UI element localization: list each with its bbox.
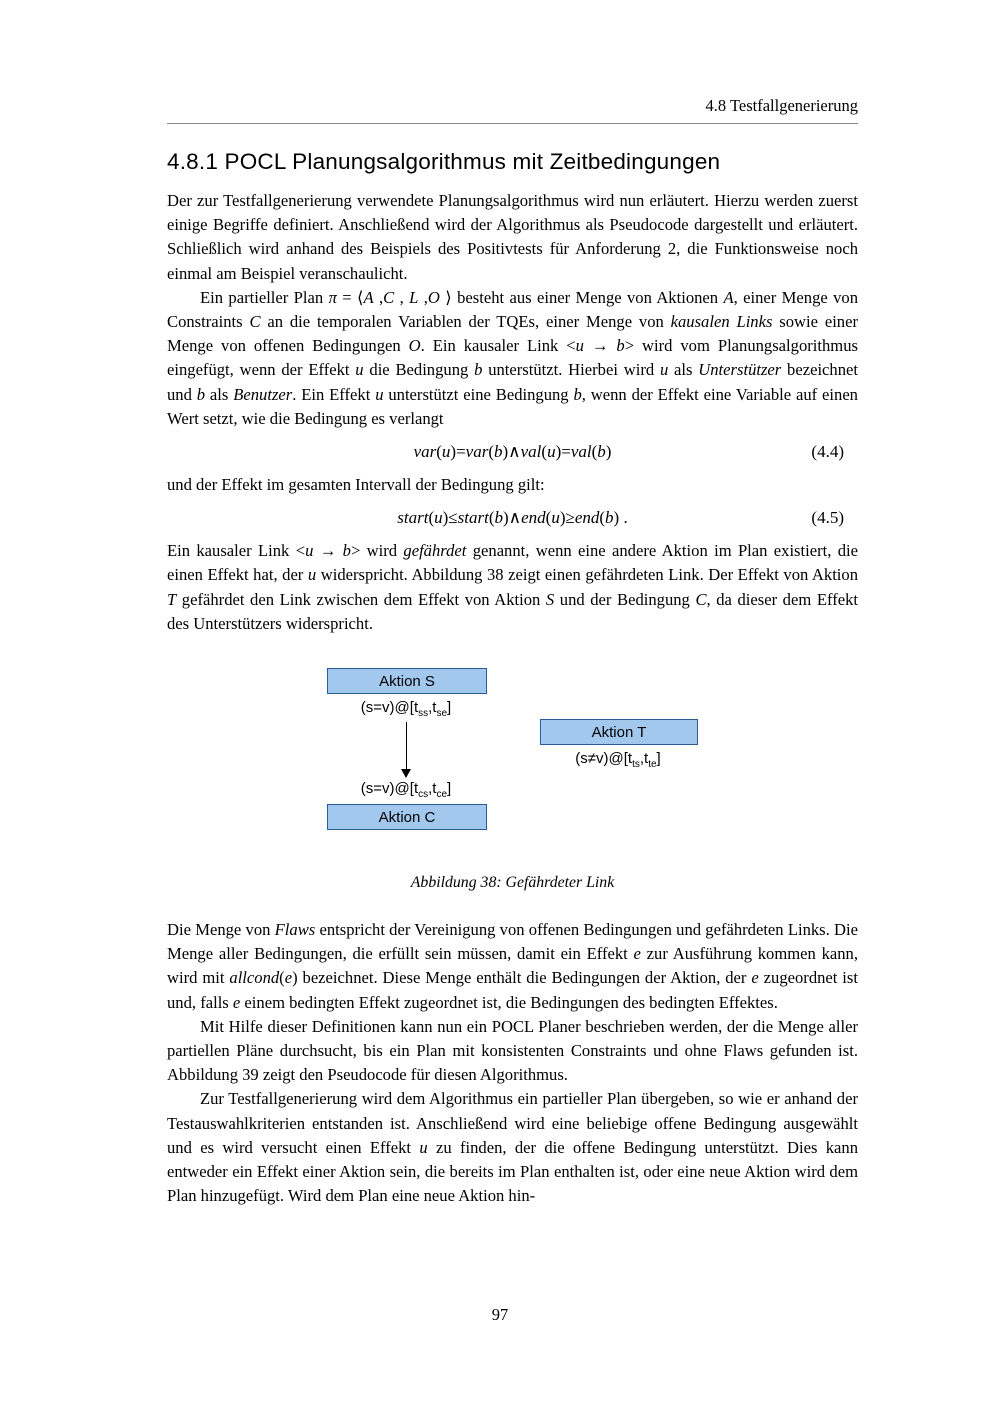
- running-header-text: 4.8 Testfallgenerierung: [705, 96, 858, 115]
- effect-label-s: $(s=v)@[t_{ss},t_{se}]$: [360, 699, 452, 720]
- running-header: [167, 96, 858, 124]
- paragraph-1: Der zur Testfallgenerierung verwendete Planungsalgorithmus wird nun erläutert. Hierzu werden zuerst einige Begriffe definiert. Anschließend wird der Algorithmus als Pseudocode dargestellt und erläutert. Schließlich wird anhand des Beispiels des Positivtests für Anforderung 2, die Funktionsweise noch einmal am Beispiel veranschaulicht.: [167, 191, 858, 283]
- equation-4-5-body: start(u)≤start(b)∧end(u)≥end(b) .: [397, 508, 628, 528]
- page-content: [167, 96, 858, 1208]
- equation-4-4: [167, 431, 858, 473]
- paragraph-4: Die Menge von Flaws entspricht der Vereinigung von offenen Bedingungen und gefährdeten Links. Die Menge aller Bedingungen, die erfüllt sein müssen, damit ein Effekt e zur Ausführung kommen kann, wird mit allcond(e) bezeichnet. Diese Menge enthält die Bedingungen der Aktion, der e zugeordnet ist und, falls e einem bedingten Effekt zugeordnet ist, die Bedingungen des bedingten Effektes.: [167, 920, 859, 1012]
- figure-box-aktion-t-label: Aktion T: [591, 723, 647, 741]
- paragraph-between-equations: und der Effekt im gesamten Intervall der Bedingung gilt:: [167, 475, 545, 495]
- section-heading: 4.8.1 POCL Planungsalgorithmus mit Zeitbedingungen: [167, 149, 721, 174]
- paragraph-3: Ein kausaler Link <u → b> wird gefährdet genannt, wenn eine andere Aktion im Plan existiert, die einen Effekt hat, der u widerspricht. Abbildung 38 zeigt einen gefährdeten Link. Der Effekt von Aktion T gefährdet den Link zwischen dem Effekt von Aktion S und der Bedingung C, da dieser dem Effekt des Unterstützers widerspricht.: [167, 541, 859, 633]
- paragraph-2: Ein partieller Plan π = ⟨A ,C , L ,O ⟩ besteht aus einer Menge von Aktionen A, einer Menge von Constraints C an die temporalen Variablen der TQEs, einer Menge von kausalen Links sowie einer Menge von offenen Bedingungen O. Ein kausaler Link <u → b> wird vom Planungsalgorithmus eingefügt, wenn der Effekt u die Bedingung b unterstützt. Hierbei wird u als Unterstützer bezeichnet und b als Benutzer. Ein Effekt u unterstützt eine Bedingung b, wenn der Effekt eine Variable auf einen Wert setzt, wie die Bedingung es verlangt: [167, 287, 859, 428]
- page-number: 97: [491, 1305, 509, 1324]
- causal-link-arrow-line: [406, 722, 407, 770]
- paragraph-5: Mit Hilfe dieser Definitionen kann nun ein POCL Planer beschrieben werden, der die Menge aller partiellen Pläne durchsucht, bis ein Plan mit konsistenten Constraints und ohne Flaws gefunden ist. Abbildung 39 zeigt den Pseudocode für diesen Algorithmus.: [167, 1016, 858, 1085]
- figure-box-aktion-s: [327, 668, 487, 694]
- equation-4-5-number: (4.5): [811, 508, 844, 528]
- condition-label-c: $(s=v)@[t_{cs},t_{ce}]$: [360, 780, 452, 801]
- spacer: [167, 892, 858, 918]
- equation-4-4-number: (4.4): [811, 442, 844, 462]
- figure-abbildung-38: [167, 668, 858, 838]
- causal-link-arrow-head: [401, 769, 411, 778]
- figure-caption: Abbildung 38: Gefährdeter Link: [410, 874, 615, 892]
- equation-4-5: [167, 497, 858, 539]
- paragraph-6: Zur Testfallgenerierung wird dem Algorithmus ein partieller Plan übergeben, so wie er anhand der Testauswahlkriterien entstanden ist. Anschließend wird eine beliebige offene Bedingung ausgewählt und es wird versucht einen Effekt u zu finden, der die offene Bedingung unterstützt. Dies kann entweder ein Effekt einer Aktion sein, die bereits im Plan enthalten ist, oder eine neue Aktion wird dem Plan hinzugefügt. Wird dem Plan eine neue Aktion hin-: [167, 1089, 858, 1206]
- effect-label-t: $(s\ne v)@[t_{ts},t_{te}]$: [575, 750, 661, 771]
- figure-box-aktion-t: [540, 719, 698, 745]
- equation-4-4-body: var(u)=var(b)∧val(u)=val(b): [413, 442, 612, 462]
- figure-box-aktion-c-label: Aktion C: [378, 808, 436, 826]
- figure-box-aktion-c: [327, 804, 487, 830]
- figure-box-aktion-s-label: Aktion S: [379, 672, 435, 690]
